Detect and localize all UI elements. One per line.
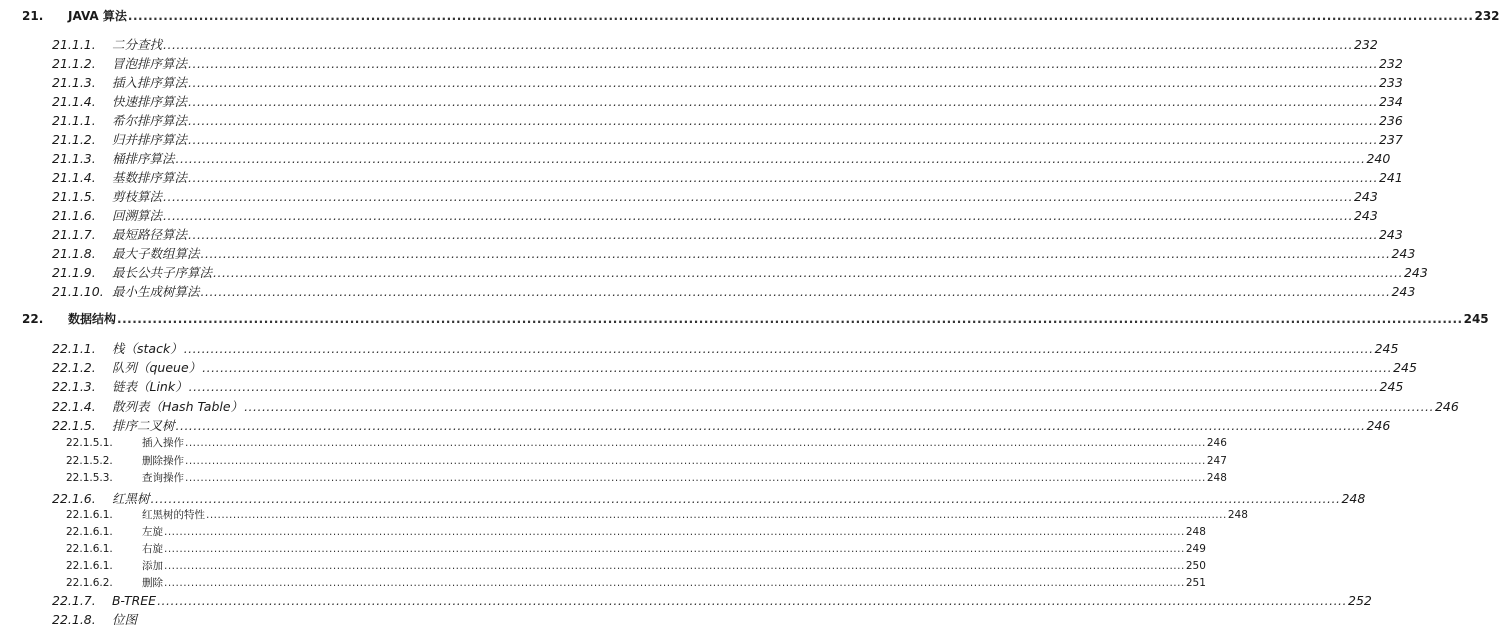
toc-entry-title: 希尔排序算法	[112, 113, 188, 128]
toc-entry-title: 散列表（Hash Table）	[112, 399, 244, 414]
toc-entry-page: 243	[1391, 284, 1416, 299]
toc-entry-title: 栈（stack）	[112, 341, 183, 356]
toc-entry-number: 22.1.5.1.	[66, 437, 113, 449]
toc-entry-number: 22.1.7.	[52, 593, 96, 608]
toc-entry-number: 22.1.6.1.	[66, 560, 113, 572]
toc-entry-page: 236	[1378, 113, 1403, 128]
toc-section-entry[interactable]	[52, 244, 1416, 262]
toc-entry-number: 22.1.6.1.	[66, 526, 113, 538]
toc-entry-title: 队列（queue）	[112, 360, 202, 375]
toc-subsection-entry[interactable]	[66, 541, 1206, 556]
toc-entry-page: 232	[1378, 56, 1403, 71]
toc-section-entry[interactable]	[52, 416, 1391, 434]
toc-entry-page: 240	[1366, 151, 1391, 166]
toc-entry-number: 22.	[22, 312, 44, 326]
toc-leader-dots	[163, 208, 1353, 223]
toc-entry-title: 数据结构	[68, 312, 117, 326]
toc-entry-title: 红黑树的特性	[142, 509, 205, 521]
toc-entry-number: 22.1.1.	[52, 341, 96, 356]
toc-entry-number: 22.1.6.1.	[66, 543, 113, 555]
toc-section-entry[interactable]	[52, 282, 1416, 300]
toc-section-entry[interactable]	[52, 111, 1403, 129]
toc-entry-page: 243	[1353, 208, 1378, 223]
toc-leader-dots	[185, 472, 1206, 484]
toc-entry-page: 245	[1463, 312, 1489, 326]
toc-entry-page: 249	[1185, 543, 1206, 555]
toc-section-entry[interactable]	[52, 225, 1403, 243]
toc-leader-dots	[201, 284, 1391, 299]
toc-entry-title: 右旋	[142, 543, 163, 555]
toc-entry-number: 21.1.10.	[52, 284, 104, 299]
toc-entry-title: 归并排序算法	[112, 132, 188, 147]
toc-entry-page: 246	[1366, 418, 1391, 433]
toc-leader-dots	[188, 113, 1378, 128]
toc-subsection-entry[interactable]	[66, 524, 1206, 539]
toc-leader-dots	[188, 227, 1378, 242]
toc-section-entry[interactable]	[52, 206, 1378, 224]
toc-entry-number: 21.1.4.	[52, 94, 96, 109]
toc-section-entry[interactable]	[52, 187, 1378, 205]
toc-leader-dots	[164, 526, 1185, 538]
toc-subsection-entry[interactable]	[66, 435, 1227, 450]
toc-chapter-entry[interactable]	[22, 7, 1500, 24]
toc-leader-dots	[184, 341, 1374, 356]
toc-entry-number: 21.1.7.	[52, 227, 96, 242]
toc-entry-page: 247	[1206, 455, 1227, 467]
toc-leader-dots	[163, 37, 1353, 52]
toc-leader-dots	[244, 399, 1434, 414]
toc-entry-number: 21.1.4.	[52, 170, 96, 185]
toc-section-entry[interactable]	[52, 168, 1403, 186]
toc-leader-dots	[188, 132, 1378, 147]
toc-entry-number: 22.1.4.	[52, 399, 96, 414]
toc-entry-number: 21.1.6.	[52, 208, 96, 223]
toc-entry-number: 22.1.5.3.	[66, 472, 113, 484]
toc-entry-page: 246	[1206, 437, 1227, 449]
toc-chapter-entry[interactable]	[22, 310, 1489, 327]
toc-entry-page: 248	[1206, 472, 1227, 484]
toc-leader-dots	[188, 94, 1378, 109]
toc-leader-dots	[157, 593, 1347, 608]
toc-entry-title: 查询操作	[142, 472, 184, 484]
toc-entry-title: 快速排序算法	[112, 94, 188, 109]
toc-entry-title: 桶排序算法	[112, 151, 175, 166]
toc-entry-title: 最长公共子序算法	[112, 265, 213, 280]
toc-section-entry[interactable]	[52, 130, 1403, 148]
toc-entry-page: 250	[1185, 560, 1206, 572]
toc-entry-page: 245	[1393, 360, 1417, 375]
toc-entry-page: 252	[1348, 593, 1372, 608]
toc-section-entry[interactable]	[52, 593, 1372, 608]
toc-entry-page: 241	[1378, 170, 1403, 185]
toc-entry-number: 22.1.5.2.	[66, 455, 113, 467]
toc-entry-title: 插入排序算法	[112, 75, 188, 90]
toc-leader-dots	[176, 151, 1366, 166]
toc-section-entry[interactable]	[52, 358, 1417, 376]
toc-entry-page: 246	[1434, 399, 1459, 414]
toc-entry-page: 248	[1227, 509, 1248, 521]
toc-entry-title: 回溯算法	[112, 208, 163, 223]
toc-entry-title: B-TREE	[112, 593, 157, 608]
toc-section-entry[interactable]	[52, 92, 1403, 110]
toc-subsection-entry[interactable]	[66, 470, 1227, 485]
toc-entry-page: 248	[1185, 526, 1206, 538]
toc-entry-page: 245	[1374, 341, 1399, 356]
toc-entry-page: 248	[1341, 491, 1366, 506]
toc-section-entry[interactable]	[52, 489, 1366, 507]
toc-entry-number: 21.1.1.	[52, 113, 96, 128]
toc-section-entry[interactable]	[52, 610, 689, 628]
toc-entry-title: 二分查找	[112, 37, 163, 52]
toc-leader-dots	[185, 455, 1206, 467]
toc-entry-page: 245	[1379, 379, 1404, 394]
toc-entry-title: 位图	[112, 612, 138, 627]
toc-entry-title: 最短路径算法	[112, 227, 188, 242]
toc-section-entry[interactable]	[52, 263, 1428, 281]
toc-leader-dots	[213, 265, 1403, 280]
toc-leader-dots	[117, 312, 1463, 326]
toc-entry-title: 删除操作	[142, 455, 184, 467]
toc-leader-dots	[202, 360, 1392, 375]
toc-leader-dots	[201, 246, 1391, 261]
toc-leader-dots	[176, 418, 1366, 433]
toc-leader-dots	[185, 437, 1206, 449]
toc-section-entry[interactable]	[52, 339, 1399, 357]
toc-entry-title: 添加	[142, 560, 163, 572]
toc-entry-number: 22.1.6.1.	[66, 509, 113, 521]
toc-entry-page: 251	[1185, 577, 1206, 589]
toc-entry-page: 232	[1474, 9, 1500, 23]
toc-subsection-entry[interactable]	[66, 507, 1248, 522]
toc-leader-dots	[163, 189, 1353, 204]
toc-subsection-entry[interactable]	[66, 453, 1227, 468]
toc-entry-number: 22.1.6.	[52, 491, 96, 506]
toc-leader-dots	[188, 56, 1378, 71]
toc-entry-title: 排序二叉树	[112, 418, 175, 433]
toc-section-entry[interactable]	[52, 54, 1403, 72]
toc-entry-number: 22.1.6.2.	[66, 577, 113, 589]
toc-leader-dots	[164, 543, 1185, 555]
toc-entry-title: 基数排序算法	[112, 170, 188, 185]
toc-entry-page: 243	[1391, 246, 1416, 261]
toc-entry-title: 链表（Link）	[112, 379, 188, 394]
toc-entry-number: 22.1.8.	[52, 612, 96, 627]
toc-entry-title: 红黑树	[112, 491, 150, 506]
toc-entry-number: 21.1.2.	[52, 132, 96, 147]
toc-entry-title: 插入操作	[142, 437, 184, 449]
toc-entry-title: 删除	[142, 577, 163, 589]
toc-subsection-entry[interactable]	[66, 575, 1206, 590]
toc-entry-number: 21.1.1.	[52, 37, 96, 52]
toc-entry-number: 21.1.8.	[52, 246, 96, 261]
toc-entry-title: 剪枝算法	[112, 189, 163, 204]
toc-leader-dots	[128, 9, 1474, 23]
toc-entry-number: 21.	[22, 9, 44, 23]
toc-entry-number: 21.1.3.	[52, 151, 96, 166]
toc-entry-title: JAVA 算法	[68, 9, 127, 23]
toc-entry-number: 22.1.3.	[52, 379, 96, 394]
toc-section-entry[interactable]	[52, 73, 1403, 91]
toc-subsection-entry[interactable]	[66, 558, 1206, 573]
toc-entry-number: 22.1.5.	[52, 418, 96, 433]
toc-leader-dots	[164, 560, 1185, 572]
toc-entry-page: 234	[1378, 94, 1403, 109]
toc-entry-number: 21.1.2.	[52, 56, 96, 71]
toc-leader-dots	[188, 75, 1378, 90]
toc-section-entry[interactable]	[52, 377, 1404, 395]
toc-entry-title: 最大子数组算法	[112, 246, 200, 261]
toc-entry-page: 243	[1353, 189, 1378, 204]
toc-entry-page: 232	[1353, 37, 1378, 52]
toc-entry-title: 冒泡排序算法	[112, 56, 188, 71]
toc-section-entry[interactable]	[52, 149, 1391, 167]
toc-entry-number: 21.1.5.	[52, 189, 96, 204]
toc-entry-number: 22.1.2.	[52, 360, 96, 375]
toc-entry-number: 21.1.9.	[52, 265, 96, 280]
toc-entry-page: 233	[1378, 75, 1403, 90]
toc-leader-dots	[164, 577, 1185, 589]
toc-entry-title: 左旋	[142, 526, 163, 538]
toc-leader-dots	[188, 170, 1378, 185]
toc-entry-number: 21.1.3.	[52, 75, 96, 90]
toc-section-entry[interactable]	[52, 35, 1378, 53]
toc-section-entry[interactable]	[52, 397, 1459, 415]
toc-leader-dots	[206, 509, 1227, 521]
toc-leader-dots	[189, 379, 1379, 394]
toc-leader-dots	[151, 491, 1341, 506]
toc-entry-page: 237	[1378, 132, 1403, 147]
toc-entry-page: 243	[1403, 265, 1428, 280]
toc-entry-title: 最小生成树算法	[112, 284, 200, 299]
toc-entry-page: 243	[1378, 227, 1403, 242]
